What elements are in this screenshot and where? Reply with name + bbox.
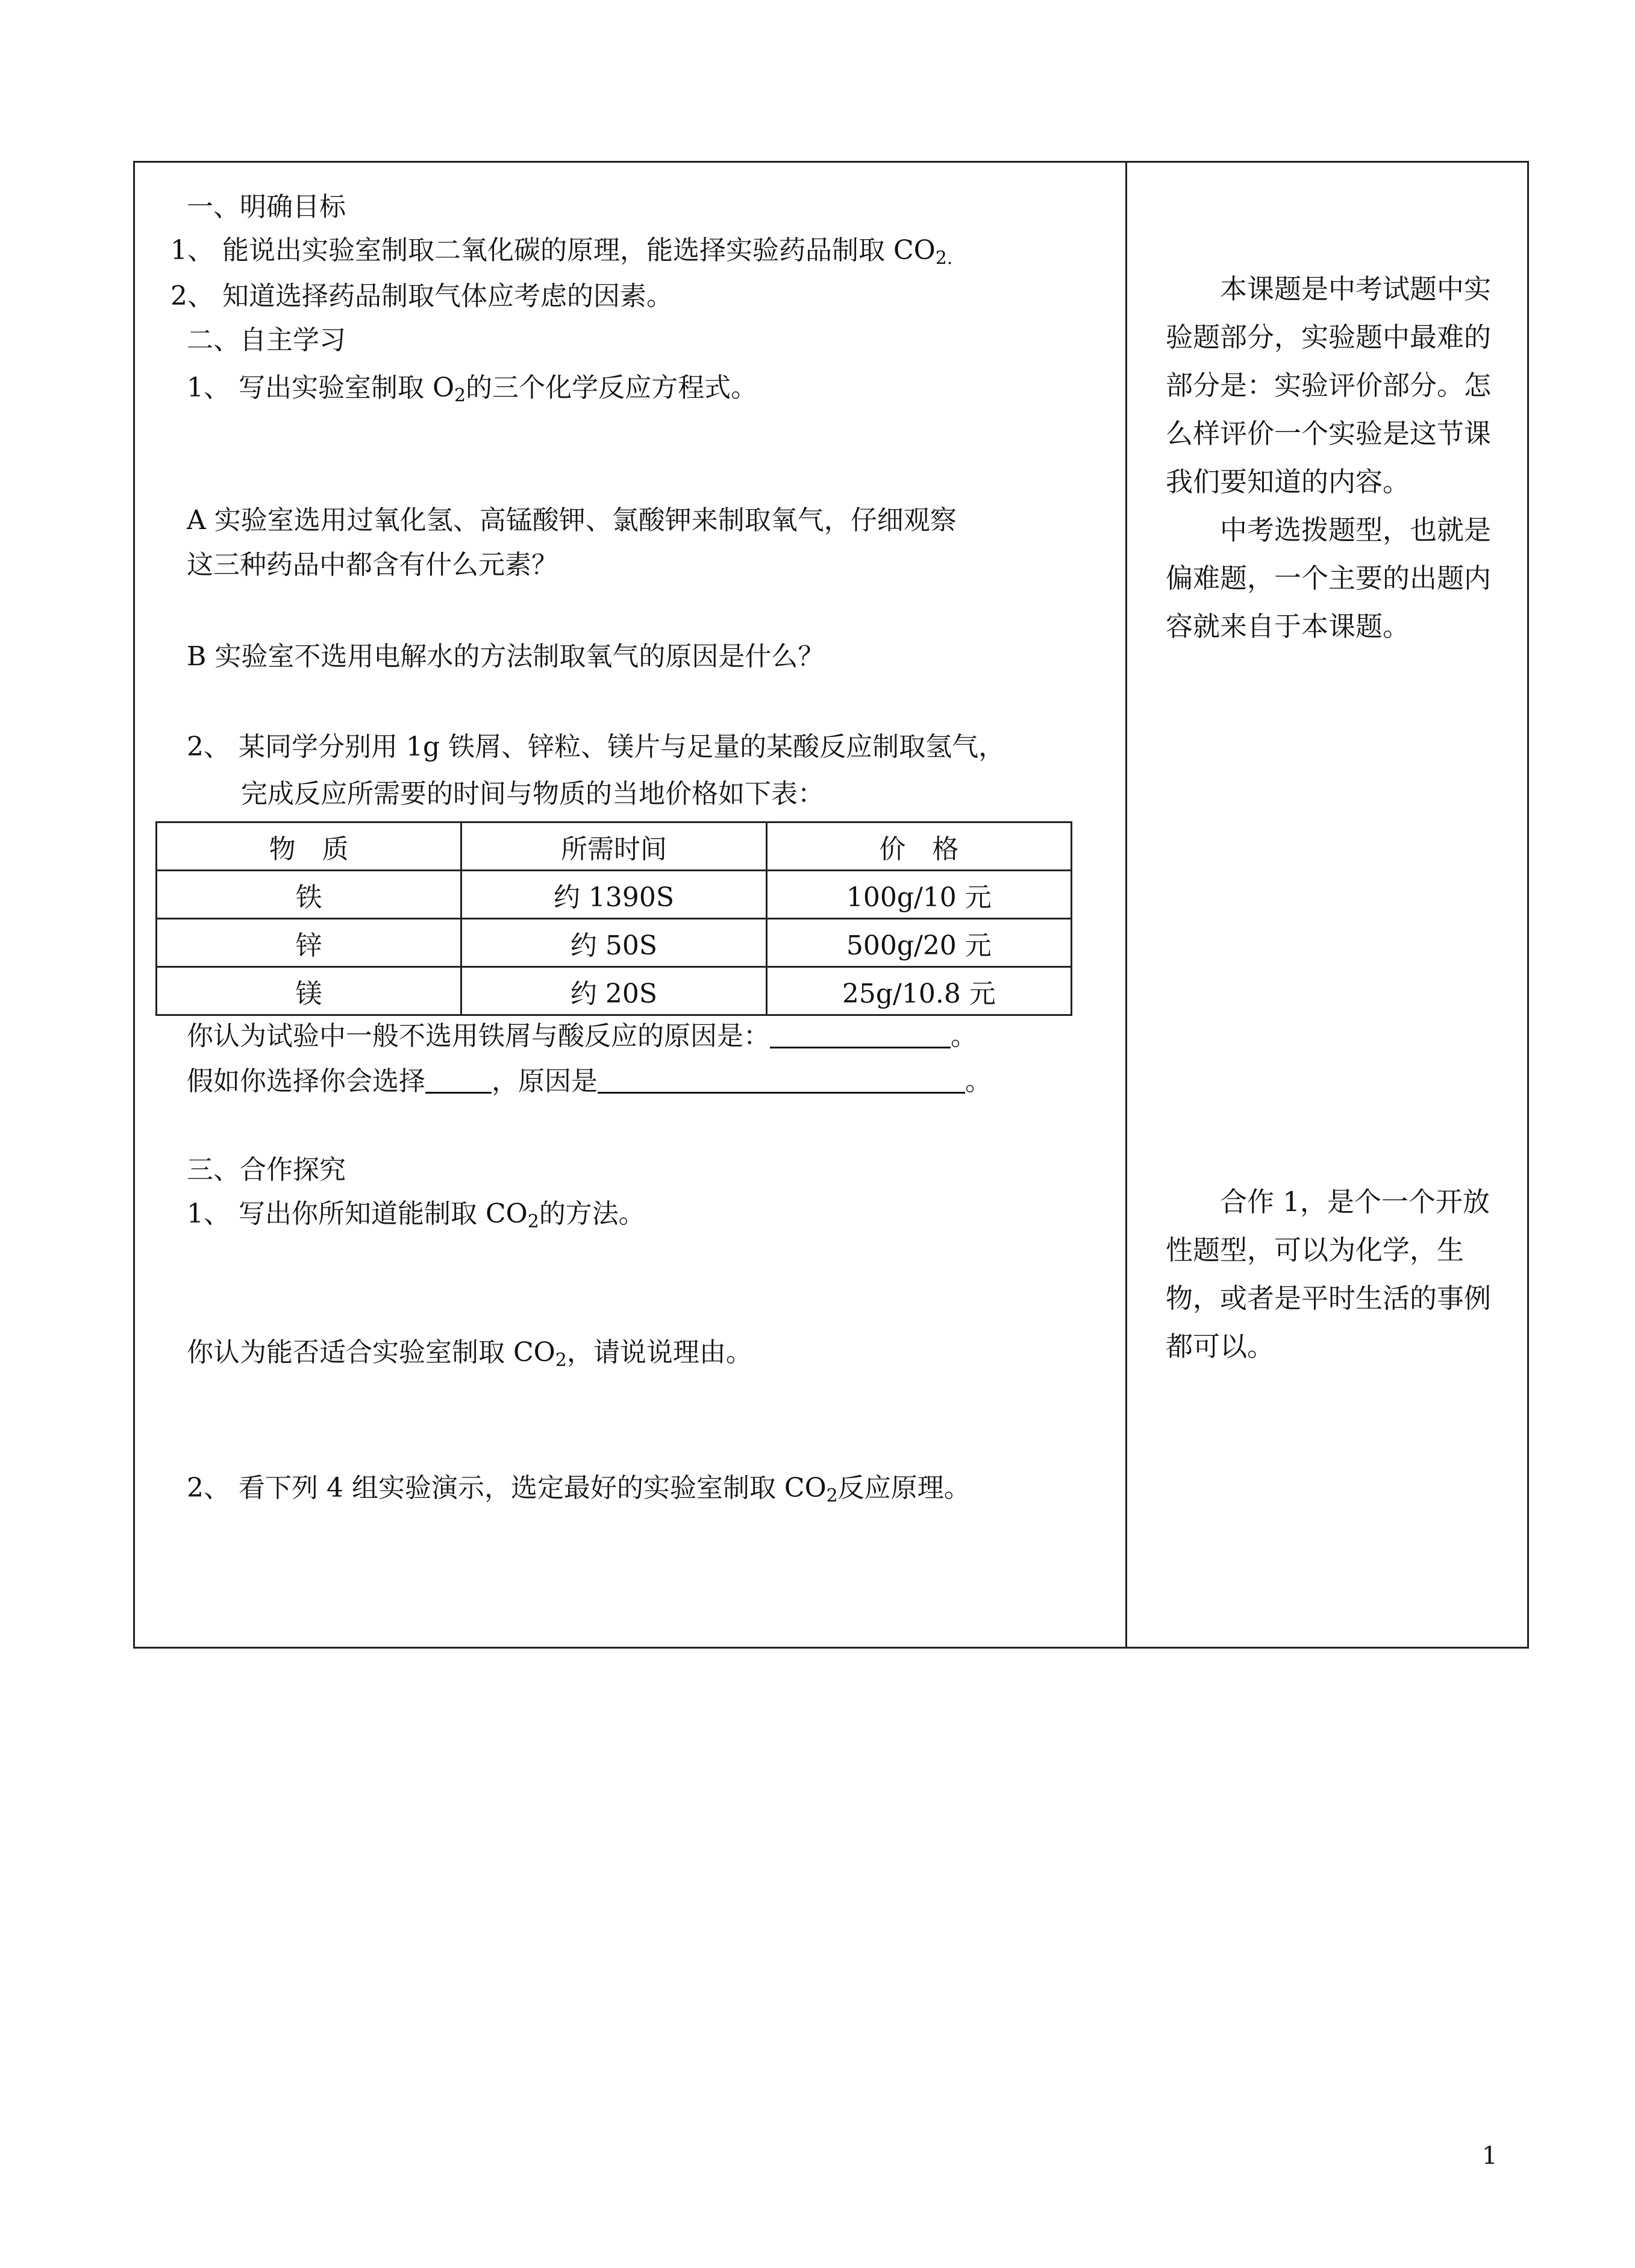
fill-blank-1-post: 。 xyxy=(951,1021,977,1051)
question-1-post: 的三个化学反应方程式。 xyxy=(466,372,758,403)
cooperation-1-pre: 1、 写出你所知道能制取 CO xyxy=(187,1198,528,1229)
answer-blank[interactable] xyxy=(770,1019,951,1048)
question-a-line1: A 实验室选用过氧化氢、高锰酸钾、氯酸钾来制取氧气，仔细观察 xyxy=(187,505,957,536)
column-divider xyxy=(1125,161,1127,1649)
goal-1 xyxy=(170,233,952,269)
fill-blank-2-pre: 假如你选择你会选择 xyxy=(187,1066,425,1097)
question-2-line2: 完成反应所需要的时间与物质的当地价格如下表： xyxy=(241,778,824,809)
goal-1-text: 1、 能说出实验室制取二氧化碳的原理，能选择实验药品制取 CO xyxy=(170,235,936,266)
cooperation-2-sub: 2 xyxy=(826,1485,838,1506)
cooperation-2 xyxy=(187,1470,971,1506)
table-row xyxy=(157,871,1072,919)
cooperation-1 xyxy=(187,1196,645,1232)
table-cell: 镁 xyxy=(157,967,461,1015)
side-note-1-paragraph-1: 本课题是中考试题中实验题部分，实验题中最难的部分是：实验评价部分。怎么样评价一个实验是这节课我们要知道的内容。 xyxy=(1166,273,1492,498)
answer-blank[interactable] xyxy=(425,1064,492,1094)
section3-title: 三、合作探究 xyxy=(187,1154,346,1185)
page-number: 1 xyxy=(1482,2142,1498,2170)
fill-blank-2-mid: ，原因是 xyxy=(492,1066,598,1097)
table-cell: 铁 xyxy=(157,871,461,919)
fill-blank-2-post: 。 xyxy=(965,1066,992,1097)
question-a-line2: 这三种药品中都含有什么元素？ xyxy=(187,550,558,580)
question-1-pre: 1、 写出实验室制取 O xyxy=(187,372,455,403)
cooperation-2-post: 反应原理。 xyxy=(837,1473,971,1503)
table-cell: 约 50S xyxy=(461,919,766,967)
section2-title: 二、自主学习 xyxy=(187,325,346,356)
side-note-2 xyxy=(1166,1178,1500,1371)
cooperation-1b-sub: 2 xyxy=(555,1350,567,1371)
table-cell: 约 1390S xyxy=(461,871,766,919)
goal-1-sub: 2. xyxy=(935,248,953,269)
table-cell: 锌 xyxy=(157,919,461,967)
cooperation-1-sub: 2 xyxy=(527,1211,539,1232)
table-cell: 100g/10 元 xyxy=(766,871,1071,919)
fill-blank-1-pre: 你认为试验中一般不选用铁屑与酸反应的原因是： xyxy=(187,1021,770,1051)
goal-2: 2、 知道选择药品制取气体应考虑的因素。 xyxy=(170,281,673,312)
table-cell: 约 20S xyxy=(461,967,766,1015)
table-cell: 25g/10.8 元 xyxy=(766,967,1071,1015)
cooperation-2-pre: 2、 看下列 4 组实验演示，选定最好的实验室制取 CO xyxy=(187,1473,827,1503)
cooperation-1b xyxy=(187,1335,752,1371)
question-2-line1: 2、 某同学分别用 1g 铁屑、锌粒、镁片与足量的某酸反应制取氢气， xyxy=(187,731,1005,762)
table-header-cell: 所需时间 xyxy=(461,822,766,871)
question-1-sub: 2 xyxy=(454,385,466,406)
side-note-1 xyxy=(1166,265,1500,651)
fill-blank-1 xyxy=(187,1018,977,1054)
question-1 xyxy=(187,370,757,406)
section1-title: 一、明确目标 xyxy=(187,192,346,222)
cooperation-1b-pre: 你认为能否适合实验室制取 CO xyxy=(187,1337,555,1368)
table-header-cell: 物 质 xyxy=(157,822,461,871)
table-header-row xyxy=(157,822,1072,871)
answer-blank[interactable] xyxy=(598,1064,965,1094)
cooperation-1b-post: ，请说说理由。 xyxy=(566,1337,752,1368)
side-note-2-paragraph: 合作 1，是个一个开放性题型，可以为化学，生物，或者是平时生活的事例都可以。 xyxy=(1166,1186,1492,1362)
metal-price-table xyxy=(155,821,1072,1016)
table-header-cell: 价 格 xyxy=(766,822,1071,871)
cooperation-1-post: 的方法。 xyxy=(539,1198,645,1229)
table-row xyxy=(157,919,1072,967)
table-row xyxy=(157,967,1072,1015)
fill-blank-2 xyxy=(187,1064,992,1100)
question-b: B 实验室不选用电解水的方法制取氧气的原因是什么？ xyxy=(187,641,825,672)
side-note-1-paragraph-2: 中考选拨题型，也就是偏难题，一个主要的出题内容就来自于本课题。 xyxy=(1166,514,1492,642)
table-cell: 500g/20 元 xyxy=(766,919,1071,967)
